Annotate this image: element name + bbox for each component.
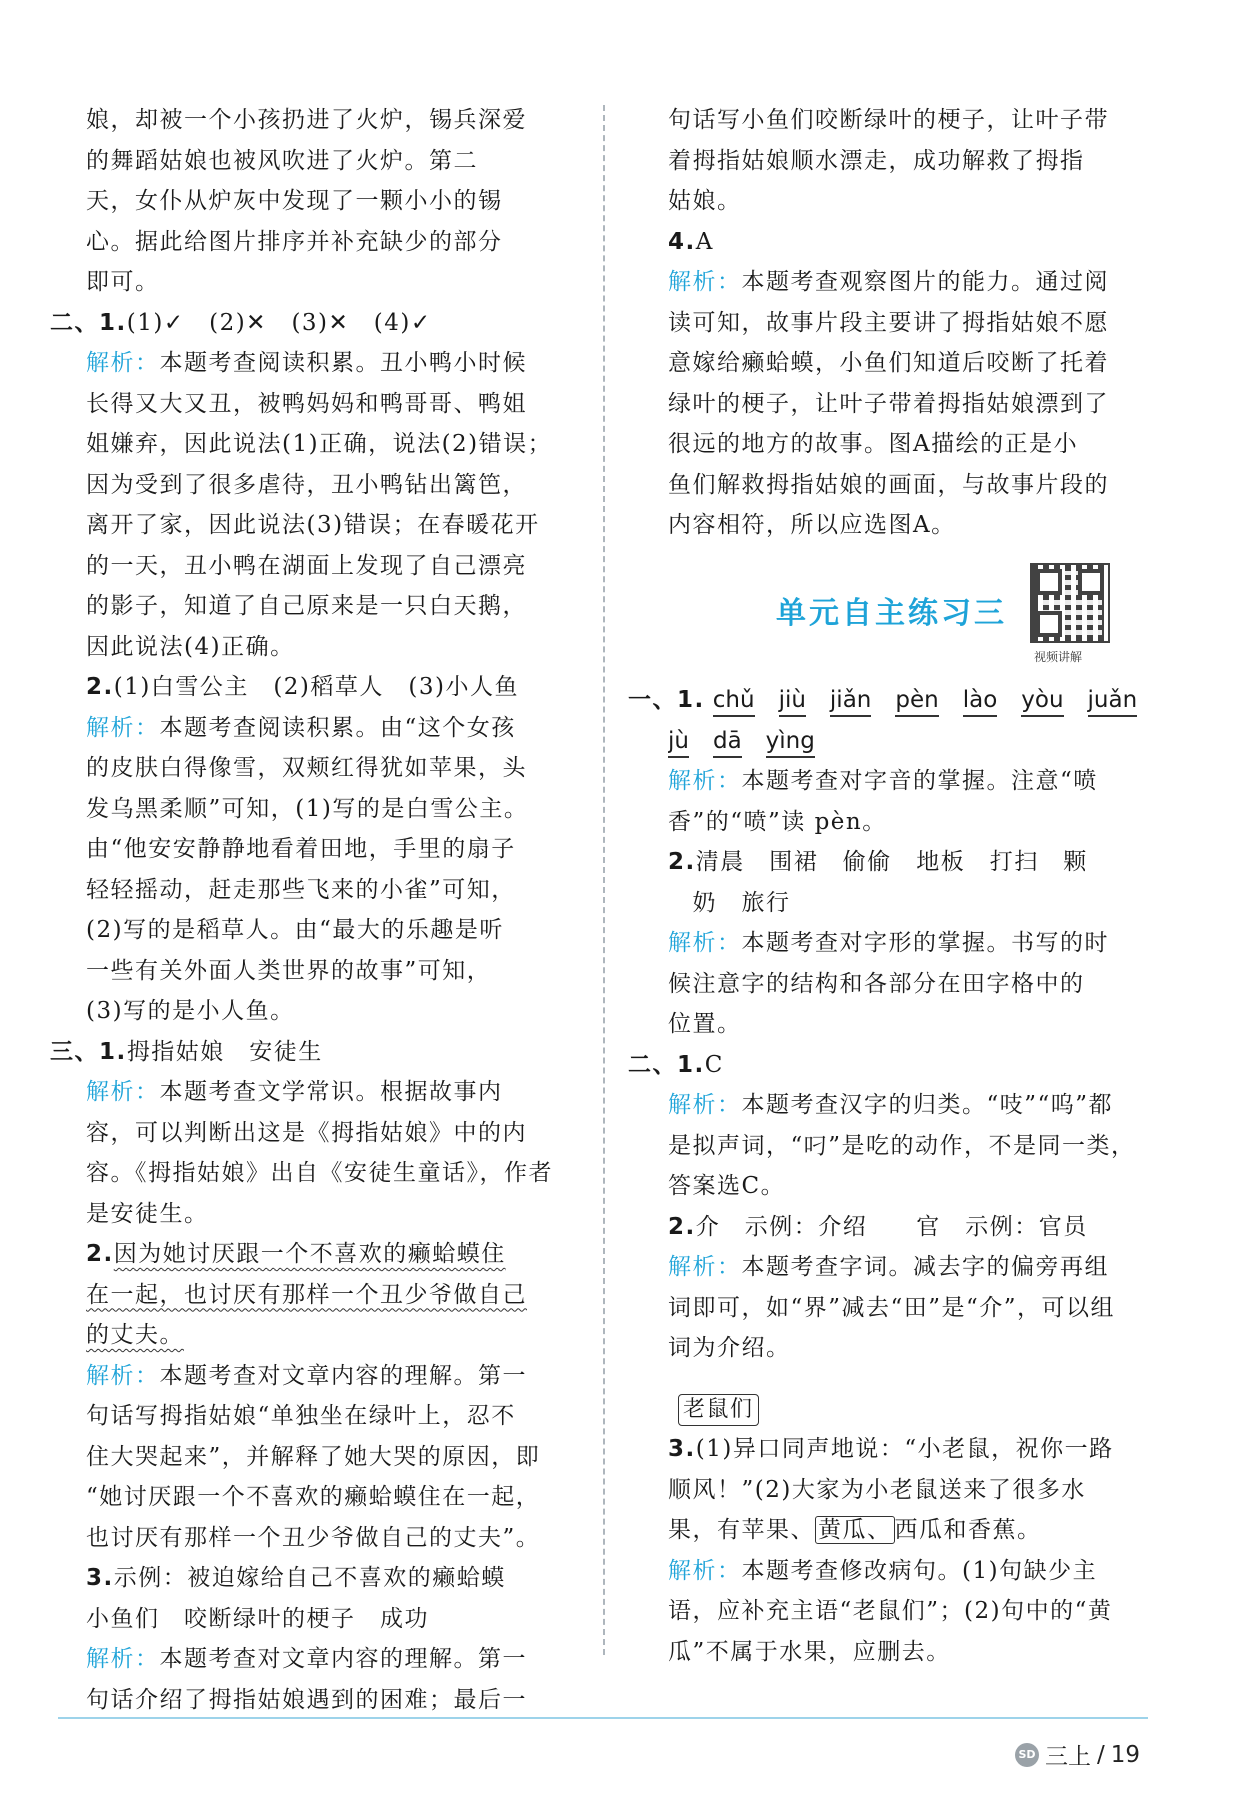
text-line	[668, 505, 1148, 546]
line-text: 的皮肤白得像雪，双颊红得犹如苹果，头	[86, 755, 527, 781]
line-text: 小鱼们 咬断绿叶的梗子 成功	[86, 1605, 429, 1632]
right-column-top	[668, 100, 1148, 546]
text-line	[58, 141, 580, 182]
line-text: 拇指姑娘 安徒生	[126, 1038, 323, 1065]
text-line	[58, 1396, 580, 1437]
line-text: 是安徒生。	[86, 1200, 209, 1227]
text-line	[50, 1032, 580, 1073]
text-line	[58, 262, 580, 303]
text-line	[58, 1477, 580, 1518]
footer-rule	[58, 1717, 1148, 1719]
line-text: 很远的地方的故事。图A描绘的正是小	[668, 431, 1079, 457]
text-line	[58, 505, 580, 546]
text-line	[668, 1429, 1148, 1470]
line-text: 因此说法(4)正确。	[86, 633, 295, 660]
question-number: 3.	[668, 1436, 696, 1462]
line-text: 由“他安安静静地看着田地，手里的扇子	[86, 836, 516, 862]
text-line	[668, 1470, 1148, 1511]
text-line	[58, 1234, 580, 1275]
question-number: 2.	[668, 1213, 696, 1240]
line-text: 句话介绍了拇指姑娘遇到的困难；最后一	[86, 1686, 527, 1713]
line-text: 瓜”不属于水果，应删去。	[668, 1638, 951, 1665]
text-line	[58, 829, 580, 870]
line-text: (1)白雪公主 (2)稻草人 (3)小人鱼	[113, 674, 519, 700]
line-text: A	[695, 228, 714, 255]
question-number: 3.	[86, 1565, 114, 1591]
line-text: 即可。	[86, 269, 160, 295]
line-text: 长得又大又丑，被鸭妈妈和鸭哥哥、鸭姐	[86, 390, 527, 417]
pinyin-answer: jù	[668, 726, 689, 758]
text-line	[668, 964, 1148, 1005]
line-text: 本题考查对文章内容的理解。第一	[159, 1646, 527, 1672]
pinyin-answer: jiǎn	[830, 685, 871, 717]
text-line	[668, 1126, 1148, 1167]
page-number: 19	[1110, 1741, 1140, 1768]
text-line	[668, 343, 1148, 384]
line-text: 心。据此给图片排序并补充缺少的部分	[86, 228, 503, 255]
pinyin-answer: juǎn	[1088, 685, 1138, 717]
text-line	[58, 910, 580, 951]
line-text: 清晨 围裙 偷偷 地板 打扫 颗	[695, 849, 1088, 875]
line-text: 姐嫌弃，因此说法(1)正确，说法(2)错误；	[86, 431, 553, 457]
column-divider	[603, 105, 605, 1655]
text-line	[58, 1599, 580, 1640]
left-column	[50, 100, 580, 1720]
text-line	[58, 667, 580, 708]
line-text: 本题考查阅读积累。由“这个女孩	[159, 714, 516, 741]
text-line	[668, 424, 1148, 465]
question-number: 2.	[668, 849, 696, 875]
line-text: 本题考查对字音的掌握。注意“喷	[741, 768, 1098, 794]
line-text: 一些有关外面人类世界的故事”可知，	[86, 957, 492, 984]
text-line	[58, 181, 580, 222]
text-line	[668, 100, 1148, 141]
line-text: 词即可，如“界”减去“田”是“介”，可以组	[668, 1294, 1116, 1321]
text-line	[58, 951, 580, 992]
question-number: 1.	[677, 687, 705, 713]
line-text: 本题考查阅读积累。丑小鸭小时候	[159, 350, 527, 376]
text-line	[58, 1072, 580, 1113]
analysis-label: 解析：	[668, 930, 742, 956]
text-line	[668, 222, 1148, 263]
section-number: 二、	[628, 1051, 677, 1078]
text-line	[668, 1328, 1148, 1369]
question-number: 2.	[86, 674, 114, 700]
text-line	[668, 1085, 1148, 1126]
line-text: 香”的“喷”读 pèn。	[668, 808, 887, 835]
question-number: 2.	[86, 1241, 114, 1267]
analysis-label: 解析：	[86, 1646, 160, 1672]
line-text: 发乌黑柔顺”可知，(1)写的是白雪公主。	[86, 795, 529, 822]
text-line	[668, 842, 1148, 883]
line-text: 姑娘。	[668, 188, 742, 214]
line-text: 鱼们解救拇指姑娘的画面，与故事片段的	[668, 471, 1109, 498]
analysis-label: 解析：	[86, 1362, 160, 1389]
line-text: 答案选C。	[668, 1173, 786, 1199]
qr-code-icon[interactable]	[1030, 563, 1110, 643]
analysis-label: 解析：	[668, 1254, 742, 1280]
line-text: 内容相符，所以应选图A。	[668, 512, 956, 538]
text-line	[58, 424, 580, 465]
text-line	[58, 546, 580, 587]
annotation-spacer	[668, 1369, 1148, 1389]
text-line	[668, 384, 1148, 425]
line-text: 娘，却被一个小孩扔进了火炉，锡兵深爱	[86, 107, 527, 133]
text-line	[58, 1680, 580, 1721]
analysis-label: 解析：	[668, 269, 742, 295]
text-line	[58, 1275, 580, 1316]
text-line	[668, 1166, 1148, 1207]
analysis-label: 解析：	[86, 1079, 160, 1105]
page-footer: SD 三上 / 19	[1015, 1738, 1140, 1771]
text-line	[668, 181, 1148, 222]
text-line	[668, 1247, 1148, 1288]
line-text: 词为介绍。	[668, 1335, 791, 1361]
publisher-badge: SD	[1015, 1743, 1039, 1767]
text-line	[668, 883, 1148, 924]
line-text: 容，可以判断出这是《拇指姑娘》中的内	[86, 1119, 527, 1146]
underlined-answer: 因为她讨厌跟一个不喜欢的癞蛤蟆住	[113, 1241, 506, 1267]
text-line	[58, 748, 580, 789]
line-text: 容。《拇指姑娘》出自《安徒生童话》，作者	[86, 1160, 553, 1186]
text-line	[58, 1153, 580, 1194]
section-number: 二、	[50, 309, 99, 336]
analysis-label: 解析：	[668, 768, 742, 794]
analysis-label: 解析：	[668, 1557, 742, 1584]
text-line	[58, 789, 580, 830]
line-text: 读可知，故事片段主要讲了拇指姑娘不愿	[668, 309, 1109, 336]
text-line	[58, 1437, 580, 1478]
question-number: 1.	[99, 1038, 127, 1065]
text-line	[58, 1356, 580, 1397]
line-text: 离开了家，因此说法(3)错误；在春暖花开	[86, 512, 540, 538]
text-line	[58, 1639, 580, 1680]
unit-title: 单元自主练习三	[776, 596, 1007, 631]
deleted-word-box: 黄瓜、	[815, 1516, 895, 1544]
text-line	[668, 465, 1148, 506]
text-line	[668, 1288, 1148, 1329]
text-line	[58, 708, 580, 749]
text-line	[58, 465, 580, 506]
analysis-label: 解析：	[86, 350, 160, 376]
text-line	[668, 1591, 1148, 1632]
line-text: (1)异口同声地说：“小老鼠，祝你一路	[695, 1436, 1114, 1462]
text-line	[668, 761, 1148, 802]
text-line	[668, 262, 1148, 303]
line-text: 果，有苹果、	[668, 1517, 815, 1543]
text-line	[50, 303, 580, 344]
text-line	[58, 384, 580, 425]
line-text: 是拟声词，“叼”是吃的动作，不是同一类，	[668, 1132, 1136, 1159]
question-number: 1.	[99, 309, 127, 336]
line-text: 的一天，丑小鸭在湖面上发现了自己漂亮	[86, 552, 527, 579]
line-text: 本题考查字词。减去字的偏旁再组	[741, 1254, 1109, 1280]
text-line	[668, 1510, 1148, 1551]
line-text: 本题考查修改病句。(1)句缺少主	[741, 1557, 1098, 1584]
line-text: 也讨厌有那样一个丑少爷做自己的丈夫”。	[86, 1524, 541, 1551]
line-text: (1)✓ (2)✕ (3)✕ (4)✓	[126, 309, 432, 336]
line-text: 意嫁给癞蛤蟆，小鱼们知道后咬断了托着	[668, 350, 1109, 376]
line-text: 介 示例：介绍 官 示例：官员	[695, 1213, 1088, 1240]
section-number: 一、	[628, 687, 677, 713]
pinyin-answer: pèn	[895, 685, 938, 717]
line-text: 本题考查汉字的归类。“吱”“呜”都	[741, 1092, 1114, 1118]
line-text: 天，女仆从炉灰中发现了一颗小小的锡	[86, 188, 503, 214]
text-line	[58, 991, 580, 1032]
text-line	[58, 1113, 580, 1154]
line-text: 句话写拇指姑娘“单独坐在绿叶上，忍不	[86, 1403, 516, 1429]
text-line	[668, 141, 1148, 182]
right-column-bottom	[628, 680, 1148, 1672]
pinyin-answer: yìng	[766, 726, 815, 758]
line-text: “她讨厌跟一个不喜欢的癞蛤蟆住在一起，	[86, 1484, 541, 1510]
text-line	[58, 870, 580, 911]
line-text: 绿叶的梗子，让叶子带着拇指姑娘漂到了	[668, 390, 1109, 417]
line-text: 候注意字的结构和各部分在田字格中的	[668, 970, 1085, 997]
pinyin-answer: lào	[963, 685, 998, 717]
qr-caption: 视频讲解	[1034, 650, 1083, 664]
line-text: 的影子，知道了自己原来是一只白天鹅，	[86, 593, 527, 619]
text-line	[58, 222, 580, 263]
pinyin-answer: yòu	[1021, 685, 1063, 717]
grade-label: 三上	[1044, 1744, 1091, 1770]
line-text: 示例：被迫嫁给自己不喜欢的癞蛤蟆	[113, 1565, 506, 1591]
text-line	[668, 1207, 1148, 1248]
underlined-answer: 在一起，也讨厌有那样一个丑少爷做自己	[86, 1281, 527, 1308]
inserted-subject-annotation: 老鼠们	[678, 1394, 759, 1426]
line-text: 住大哭起来”，并解释了她大哭的原因，即	[86, 1443, 541, 1470]
text-line	[668, 1004, 1148, 1045]
section-number: 三、	[50, 1038, 99, 1065]
line-text: 的舞蹈姑娘也被风吹进了火炉。第二	[86, 147, 478, 174]
pinyin-answer: dā	[713, 726, 742, 758]
line-text: 顺风！”(2)大家为小老鼠送来了很多水	[668, 1476, 1086, 1503]
line-text: 本题考查对文章内容的理解。第一	[159, 1362, 527, 1389]
text-line	[58, 586, 580, 627]
text-line	[628, 1045, 1148, 1086]
text-line	[668, 923, 1148, 964]
pinyin-answer: jiù	[779, 685, 806, 717]
text-line	[668, 303, 1148, 344]
text-line	[58, 1194, 580, 1235]
line-text: 位置。	[668, 1011, 742, 1037]
line-text: 因为受到了很多虐待，丑小鸭钻出篱笆，	[86, 471, 527, 498]
line-text: 语，应补充主语“老鼠们”；(2)句中的“黄	[668, 1598, 1113, 1624]
line-text: C	[704, 1051, 724, 1078]
text-line	[58, 1315, 580, 1356]
line-text: 奶 旅行	[668, 889, 791, 916]
analysis-label: 解析：	[86, 714, 160, 741]
line-text: 轻轻摇动，赶走那些飞来的小雀”可知，	[86, 876, 516, 903]
underlined-answer: 的丈夫。	[86, 1322, 184, 1348]
line-text: 本题考查文学常识。根据故事内	[159, 1079, 503, 1105]
line-text: 句话写小鱼们咬断绿叶的梗子，让叶子带	[668, 107, 1109, 133]
text-line	[58, 627, 580, 668]
pinyin-line	[628, 680, 1148, 721]
text-line	[58, 100, 580, 141]
text-line	[668, 1551, 1148, 1592]
line-text: 着拇指姑娘顺水漂走，成功解救了拇指	[668, 147, 1085, 174]
line-text: (3)写的是小人鱼。	[86, 998, 295, 1024]
analysis-label: 解析：	[668, 1092, 742, 1118]
text-line	[668, 802, 1148, 843]
pinyin-line	[668, 721, 1148, 762]
text-line	[58, 1558, 580, 1599]
line-text: (2)写的是稻草人。由“最大的乐趣是听	[86, 917, 504, 943]
text-line	[58, 1518, 580, 1559]
question-number: 1.	[677, 1051, 705, 1078]
line-text: 本题考查对字形的掌握。书写的时	[741, 930, 1109, 956]
text-line	[668, 1632, 1148, 1673]
pinyin-answer: chǔ	[713, 685, 755, 717]
line-text: 西瓜和香蕉。	[894, 1517, 1042, 1543]
text-line	[58, 343, 580, 384]
pinyin-row	[713, 687, 1148, 713]
question-number: 4.	[668, 228, 696, 255]
line-text: 本题考查观察图片的能力。通过阅	[741, 269, 1109, 295]
